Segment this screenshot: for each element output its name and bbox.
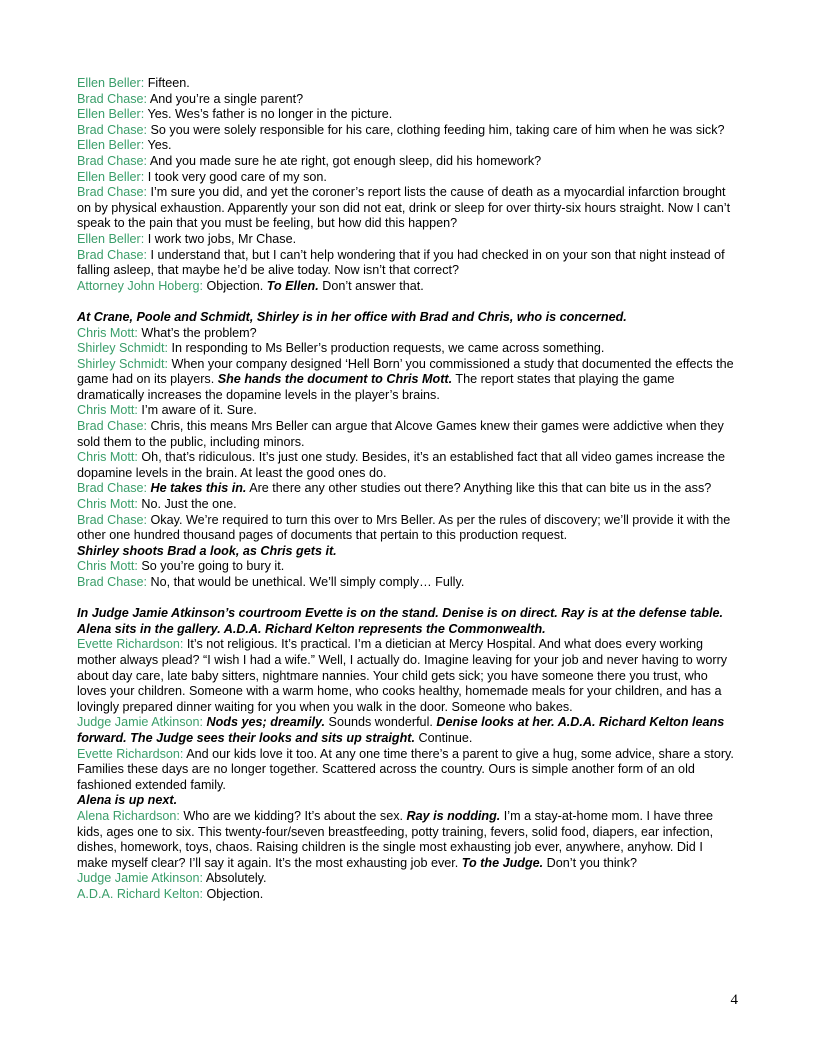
speaker-name: Chris Mott:: [77, 403, 138, 418]
stage-direction-line: [77, 310, 737, 326]
dialogue-line: [77, 481, 737, 497]
speaker-name: Brad Chase:: [77, 481, 148, 496]
dialogue-text: Continue.: [415, 730, 473, 745]
dialogue-text: Fifteen.: [144, 76, 190, 90]
stage-direction: She hands the document to Chris Mott.: [217, 372, 453, 387]
speaker-name: Ellen Beller:: [77, 169, 145, 184]
dialogue-text: Don’t you think?: [543, 855, 637, 870]
stage-direction: To Ellen.: [266, 278, 319, 293]
dialogue-text: Sounds wonderful.: [325, 715, 437, 730]
speaker-name: Brad Chase:: [77, 575, 148, 589]
stage-direction: He takes this in.: [150, 481, 247, 496]
dialogue-line: [77, 326, 737, 342]
transcript-body: [77, 76, 737, 902]
page-number: 4: [730, 992, 738, 1008]
dialogue-line: [77, 138, 737, 154]
dialogue-text: Objection.: [203, 886, 264, 901]
dialogue-text: Absolutely.: [203, 871, 267, 886]
speaker-name: Chris Mott:: [77, 325, 138, 340]
dialogue-line: [77, 248, 737, 279]
dialogue-text: Don’t answer that.: [318, 278, 424, 293]
speaker-name: Brad Chase:: [77, 153, 148, 168]
dialogue-text: Are there any other studies out there? Anything like this that can bite us in the ass?: [246, 481, 712, 496]
dialogue-line: [77, 403, 737, 419]
dialogue-text: What’s the problem?: [137, 325, 257, 340]
stage-direction: In Judge Jamie Atkinson’s courtroom Evette is on the stand. Denise is on direct. Ray is at the defense table. Alena sits in the gallery. A.D.A. Richard Kelton represents the Commonwealth.: [77, 606, 723, 636]
stage-direction: Nods yes; dreamily.: [206, 715, 326, 730]
dialogue-text: Yes. Wes’s father is no longer in the picture.: [144, 107, 393, 122]
dialogue-text: It’s not religious. It’s practical. I’m a dietician at Mercy Hospital. And what does every working mother always plead? “I wish I had a wife.” Well, I actually do. Imagine leaving for your job and never having to worry about day care, late baby sitters, nightmare nannies. Your child gets sick; you have someone there you trust, who loves your children. Someone with a warm home, who cooks healthy, homemade meals for your children, and has a lovingly prepared dinner waiting for you when you walk in the door. Someone who bakes.: [77, 637, 728, 714]
dialogue-text: Who are we kidding? It’s about the sex.: [179, 808, 407, 823]
stage-direction: To the Judge.: [461, 855, 544, 870]
speaker-name: Chris Mott:: [77, 497, 138, 512]
dialogue-line: [77, 170, 737, 186]
speaker-name: Shirley Schmidt:: [77, 341, 168, 356]
dialogue-text: I understand that, but I can’t help wondering that if you had checked in on your son that night instead of falling asleep, that maybe he’d be alive today. Now isn’t that correct?: [77, 247, 725, 278]
stage-direction-line: [77, 544, 737, 560]
paragraph-gap: [77, 591, 737, 607]
dialogue-line: [77, 559, 737, 575]
dialogue-text: And our kids love it too. At any one time there’s a parent to give a hug, some advice, share a story. Families these days are no longer together. Scattered across the country. Ours is simple another form of an old fashioned extended family.: [77, 746, 734, 792]
speaker-name: Ellen Beller:: [77, 76, 145, 90]
dialogue-line: [77, 513, 737, 544]
speaker-name: Ellen Beller:: [77, 138, 145, 153]
speaker-name: Chris Mott:: [77, 559, 138, 574]
stage-direction: At Crane, Poole and Schmidt, Shirley is in her office with Brad and Chris, who is concerned.: [77, 309, 627, 324]
dialogue-text: I’m aware of it. Sure.: [137, 403, 257, 418]
speaker-name: Brad Chase:: [77, 512, 148, 527]
dialogue-line: [77, 341, 737, 357]
stage-direction: Denise looks at her. A.D.A. Richard Kelton leans forward. The Judge sees their looks and sits up straight.: [77, 715, 725, 745]
speaker-name: Shirley Schmidt:: [77, 356, 168, 371]
dialogue-line: [77, 747, 737, 794]
stage-direction: Alena is up next.: [77, 793, 178, 808]
speaker-name: Brad Chase:: [77, 247, 148, 262]
dialogue-line: [77, 497, 737, 513]
dialogue-text: Objection.: [203, 278, 267, 293]
dialogue-text: Okay. We’re required to turn this over to Mrs Beller. As per the rules of discovery; we’ll provide it with the other one hundred thousand pages of documents that pertain to this production request.: [77, 512, 731, 543]
dialogue-line: [77, 92, 737, 108]
dialogue-text: Oh, that’s ridiculous. It’s just one study. Besides, it’s an established fact that all video games increase the dopamine levels in the brain. At least the good ones do.: [77, 450, 725, 480]
speaker-name: A.D.A. Richard Kelton:: [77, 886, 203, 901]
speaker-name: Brad Chase:: [77, 122, 148, 137]
dialogue-text: Chris, this means Mrs Beller can argue that Alcove Games knew their games were addictive when they sold them to the public, including minors.: [77, 419, 724, 449]
dialogue-text: In responding to Ms Beller’s production requests, we came across something.: [168, 341, 605, 356]
speaker-name: Brad Chase:: [77, 185, 148, 200]
dialogue-text: No. Just the one.: [137, 497, 237, 512]
dialogue-line: [77, 232, 737, 248]
stage-direction: Shirley shoots Brad a look, as Chris gets it.: [77, 543, 337, 558]
dialogue-line: [77, 637, 737, 715]
dialogue-text: So you’re going to bury it.: [137, 559, 285, 574]
speaker-name: Judge Jamie Atkinson:: [77, 871, 204, 886]
speaker-name: Alena Richardson:: [77, 808, 180, 823]
dialogue-line: [77, 715, 737, 746]
dialogue-line: [77, 809, 737, 871]
dialogue-text: The report states that playing the game dramatically increases the dopamine levels in the player’s brains.: [77, 372, 675, 402]
dialogue-text: I work two jobs, Mr Chase.: [144, 231, 297, 246]
dialogue-line: [77, 123, 737, 139]
speaker-name: Evette Richardson:: [77, 746, 184, 761]
dialogue-text: I’m sure you did, and yet the coroner’s report lists the cause of death as a myocardial infarction brought on by physical exhaustion. Apparently your son did not eat, drink or sleep for over thirty-six hours straight. Now I can’t speak to the pain that you must be feeling, but how did this happen?: [77, 185, 731, 231]
speaker-name: Evette Richardson:: [77, 637, 184, 652]
dialogue-line: [77, 76, 737, 92]
paragraph-gap: [77, 294, 737, 310]
dialogue-text: So you were solely responsible for his care, clothing feeding him, taking care of him when he was sick?: [147, 122, 725, 137]
dialogue-text: I’m a stay-at-home mom. I have three kids, ages one to six. This twenty-four/seven breastfeeding, potty training, fevers, solid food, diapers, ear infection, dishes, homework, toys, chaos. Raising children is the single most exhausting job ever, anywhere, anyhow. Did I make myself clear? I’ll say it again. It’s the most exhausting job ever.: [77, 808, 714, 870]
speaker-name: Judge Jamie Atkinson:: [77, 715, 204, 730]
speaker-name: Chris Mott:: [77, 450, 138, 465]
dialogue-line: [77, 154, 737, 170]
dialogue-line: [77, 575, 737, 591]
dialogue-text: Yes.: [144, 138, 172, 153]
dialogue-text: I took very good care of my son.: [144, 169, 327, 184]
dialogue-line: [77, 419, 737, 450]
dialogue-line: [77, 450, 737, 481]
dialogue-line: [77, 357, 737, 404]
dialogue-line: [77, 871, 737, 887]
stage-direction-line: [77, 606, 737, 637]
dialogue-line: [77, 107, 737, 123]
speaker-name: Brad Chase:: [77, 91, 148, 106]
speaker-name: Brad Chase:: [77, 419, 148, 434]
dialogue-text: And you’re a single parent?: [147, 91, 304, 106]
stage-direction-line: [77, 793, 737, 809]
dialogue-line: [77, 185, 737, 232]
speaker-name: Attorney John Hoberg:: [77, 278, 204, 293]
stage-direction: Ray is nodding.: [406, 808, 501, 823]
dialogue-text: When your company designed ‘Hell Born’ you commissioned a study that documented the effects the game had on its players.: [77, 356, 734, 387]
dialogue-line: [77, 279, 737, 295]
dialogue-text: And you made sure he ate right, got enough sleep, did his homework?: [147, 153, 542, 168]
dialogue-text: No, that would be unethical. We’ll simply comply… Fully.: [147, 575, 465, 589]
speaker-name: Ellen Beller:: [77, 107, 145, 122]
speaker-name: Ellen Beller:: [77, 231, 145, 246]
dialogue-line: [77, 887, 737, 903]
